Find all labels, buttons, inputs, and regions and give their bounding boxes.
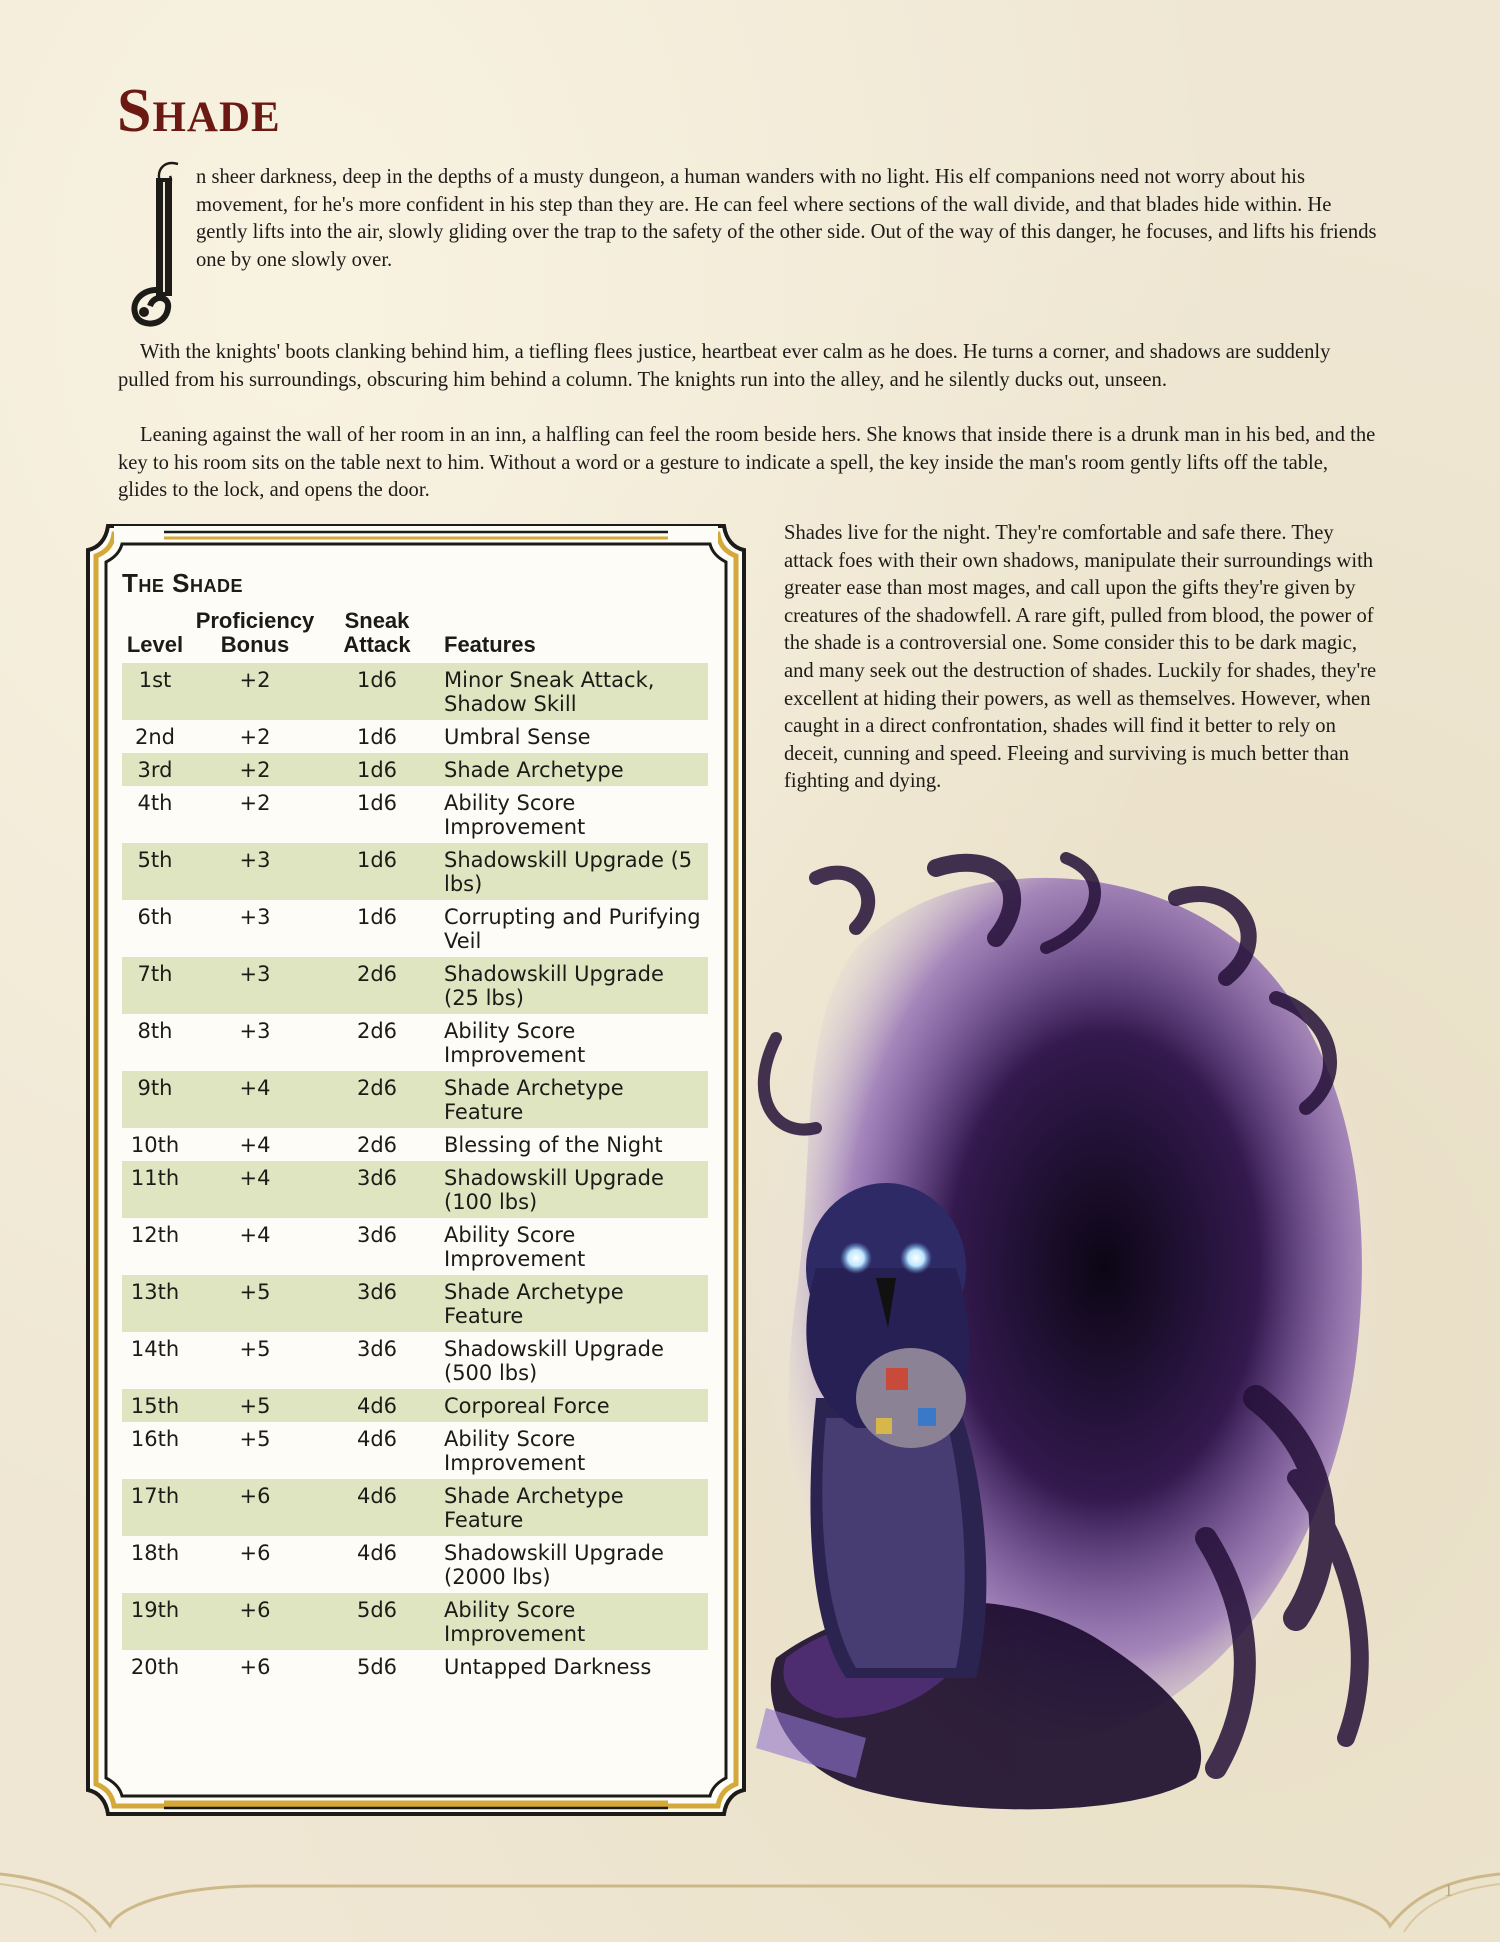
cell-features: Ability Score Improvement [444, 791, 586, 839]
cell-sneak-attack: 4d6 [356, 1484, 398, 1508]
cell-proficiency: +4 [239, 1076, 271, 1100]
cell-features: Ability Score Improvement [444, 1019, 586, 1067]
cell-features: Shadowskill Upgrade (100 lbs) [444, 1166, 664, 1214]
cell-sneak-attack: 4d6 [356, 1541, 398, 1565]
cell-sneak-attack: 2d6 [356, 1076, 398, 1100]
cell-sneak-attack: 2d6 [356, 1133, 398, 1157]
body-paragraph-2: Leaning against the wall of her room in an inn, a halfling can feel the room beside hers. She knows that inside there is a drunk man in his bed, and the key to his room sits on the table next to him. Without a word or a gesture to indicate a spell, the key inside the man's room gently lifts off the table, glides to the lock, and opens the door. [118, 424, 1376, 502]
table-row [122, 1593, 708, 1650]
page-title: Shade [117, 77, 281, 145]
cell-proficiency: +5 [239, 1427, 271, 1451]
cell-level: 8th [137, 1019, 173, 1043]
cell-proficiency: +2 [239, 725, 271, 749]
cell-level: 10th [130, 1133, 180, 1157]
table-title: The Shade [122, 568, 243, 598]
cell-level: 16th [130, 1427, 180, 1451]
cell-proficiency: +6 [239, 1655, 271, 1679]
progression-table [122, 609, 708, 1683]
cell-level: 13th [130, 1280, 180, 1304]
table-row [122, 1650, 708, 1683]
cell-level: 3rd [137, 758, 173, 782]
header-proficiency: Proficiency Bonus [195, 608, 315, 657]
table-row [122, 1536, 708, 1593]
cell-sneak-attack: 1d6 [356, 791, 398, 815]
cell-level: 12th [130, 1223, 180, 1247]
cell-level: 19th [130, 1598, 180, 1622]
cell-level: 2nd [134, 725, 175, 749]
cell-sneak-attack: 1d6 [356, 905, 398, 929]
table-row [122, 1479, 708, 1536]
table-row [122, 900, 708, 957]
cell-sneak-attack: 1d6 [356, 668, 398, 692]
cell-proficiency: +3 [239, 848, 271, 872]
cell-proficiency: +6 [239, 1598, 271, 1622]
body-paragraph-1: With the knights' boots clanking behind him, a tiefling flees justice, heartbeat ever calm as he does. He turns a corner, and shadows are suddenly pulled from his surroundings, obscuring him behind a column. The knights run into the alley, and he silently ducks out, unseen. [118, 341, 1331, 391]
cell-features: Ability Score Improvement [444, 1223, 586, 1271]
cell-level: 7th [137, 962, 173, 986]
cell-sneak-attack: 1d6 [356, 725, 398, 749]
cell-level: 14th [130, 1337, 180, 1361]
dropcap-letter [120, 158, 194, 328]
cell-level: 1st [138, 668, 172, 692]
cell-features: Corporeal Force [444, 1394, 610, 1418]
cell-sneak-attack: 2d6 [356, 962, 398, 986]
cell-level: 15th [130, 1394, 180, 1418]
table-row [122, 1275, 708, 1332]
cell-sneak-attack: 3d6 [356, 1280, 398, 1304]
cell-level: 9th [137, 1076, 173, 1100]
cell-sneak-attack: 1d6 [356, 848, 398, 872]
cell-features: Shadowskill Upgrade (2000 lbs) [444, 1541, 664, 1589]
cell-features: Shade Archetype Feature [444, 1076, 624, 1124]
cell-proficiency: +5 [239, 1394, 271, 1418]
header-features: Features [444, 632, 536, 657]
cell-features: Blessing of the Night [444, 1133, 663, 1157]
cell-features: Shadowskill Upgrade (500 lbs) [444, 1337, 664, 1385]
cell-level: 11th [130, 1166, 180, 1190]
cell-features: Untapped Darkness [444, 1655, 652, 1679]
table-row [122, 1422, 708, 1479]
cell-sneak-attack: 5d6 [356, 1655, 398, 1679]
cell-features: Corrupting and Purifying Veil [444, 905, 701, 953]
cell-features: Shade Archetype Feature [444, 1280, 624, 1328]
cell-proficiency: +2 [239, 758, 271, 782]
cell-proficiency: +3 [239, 962, 271, 986]
cell-sneak-attack: 2d6 [356, 1019, 398, 1043]
cell-features: Ability Score Improvement [444, 1598, 586, 1646]
cell-features: Minor Sneak Attack, Shadow Skill [444, 668, 655, 716]
cell-proficiency: +6 [239, 1484, 271, 1508]
table-row [122, 1218, 708, 1275]
table-row [122, 720, 708, 753]
footer-ornament [0, 1846, 1500, 1942]
cell-features: Umbral Sense [444, 725, 591, 749]
table-row [122, 663, 708, 720]
shade-illustration [736, 838, 1406, 1838]
table-row [122, 1128, 708, 1161]
cell-sneak-attack: 5d6 [356, 1598, 398, 1622]
cell-sneak-attack: 3d6 [356, 1166, 398, 1190]
cell-sneak-attack: 3d6 [356, 1337, 398, 1361]
page-number: 1 [1444, 1880, 1453, 1900]
cell-level: 18th [130, 1541, 180, 1565]
class-table [122, 568, 708, 1683]
table-row [122, 1161, 708, 1218]
table-row [122, 843, 708, 900]
table-row [122, 1014, 708, 1071]
cell-features: Shade Archetype [444, 758, 624, 782]
table-row [122, 753, 708, 786]
cell-level: 5th [137, 848, 173, 872]
cell-sneak-attack: 4d6 [356, 1427, 398, 1451]
cell-features: Shadowskill Upgrade (5 lbs) [444, 848, 693, 896]
table-row [122, 786, 708, 843]
table-row [122, 1332, 708, 1389]
cell-proficiency: +4 [239, 1166, 271, 1190]
cell-features: Shade Archetype Feature [444, 1484, 624, 1532]
cell-proficiency: +4 [239, 1133, 271, 1157]
table-row [122, 1071, 708, 1128]
cell-proficiency: +2 [239, 668, 271, 692]
cell-proficiency: +5 [239, 1337, 271, 1361]
cell-features: Shadowskill Upgrade (25 lbs) [444, 962, 664, 1010]
cell-proficiency: +5 [239, 1280, 271, 1304]
description-paragraph: Shades live for the night. They're comfortable and safe there. They attack foes with their own shadows, manipulate their surroundings with greater ease than most mages, and call upon the gifts they're given by creatures of the shadowfell. A rare gift, pulled from blood, the power of the shade is a controversial one. Some consider this to be dark magic, and many seek out the destruction of shades. Luckily for shades, they're excellent at hiding their powers, as well as themselves. However, when caught in a direct confrontation, shades will find it better to rely on deceit, cunning and speed. Fleeing and surviving is much better than fighting and dying. [784, 522, 1377, 793]
header-level: Level [126, 632, 184, 657]
cell-sneak-attack: 3d6 [356, 1223, 398, 1247]
header-sneak-attack: Sneak Attack [343, 608, 411, 657]
cell-level: 6th [137, 905, 173, 929]
cell-proficiency: +2 [239, 791, 271, 815]
cell-sneak-attack: 4d6 [356, 1394, 398, 1418]
cell-level: 4th [137, 791, 173, 815]
table-row [122, 1389, 708, 1422]
cell-level: 17th [130, 1484, 180, 1508]
table-row [122, 957, 708, 1014]
cell-proficiency: +6 [239, 1541, 271, 1565]
cell-proficiency: +3 [239, 1019, 271, 1043]
intro-paragraph: n sheer darkness, deep in the depths of a musty dungeon, a human wanders with no light. His elf companions need not worry about his movement, for he's more confident in his step than they are. He can feel where sections of the wall divide, and that blades hide within. He gently lifts into the air, slowly gliding over the trap to the safety of the other side. Out of the way of this danger, he focuses, and lifts his friends one by one slowly over. [196, 166, 1377, 271]
cell-sneak-attack: 1d6 [356, 758, 398, 782]
table-header-row [122, 609, 708, 663]
cell-features: Ability Score Improvement [444, 1427, 586, 1475]
cell-level: 20th [130, 1655, 180, 1679]
cell-proficiency: +3 [239, 905, 271, 929]
cell-proficiency: +4 [239, 1223, 271, 1247]
